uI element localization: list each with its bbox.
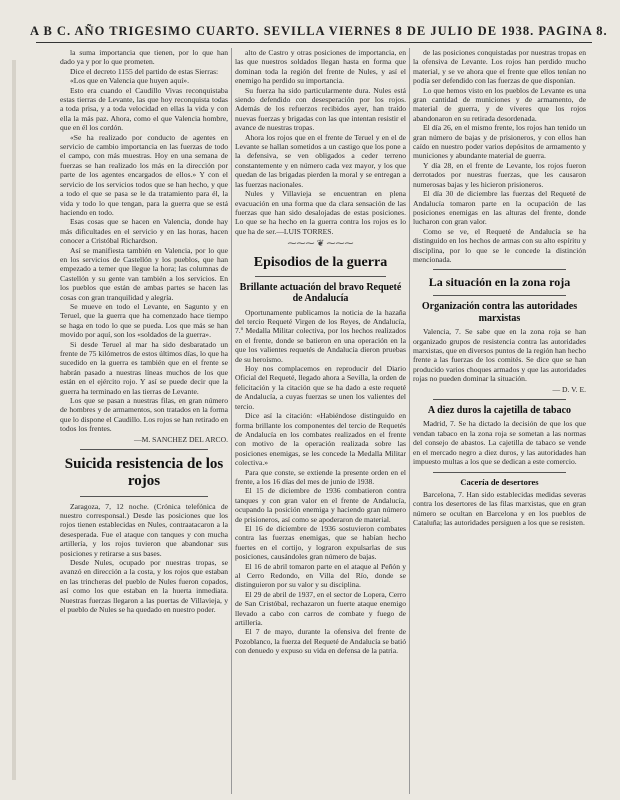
paragraph: Dice así la citación: «Habiéndose distinguido en forma brillante los componentes del tercio de Requetés de Andalucía en los combates realizados en el frente con motivo de la operación realizada sobre las posiciones enemigas, se les concede la Medalla Militar colectiva.» (235, 411, 406, 468)
paragraph: Los que se pasan a nuestras filas, en gran número de hombres y de armamentos, son tratados en la forma que lo dispone el Caudillo. Los rojos se han retirado en todos los frentes. (60, 396, 228, 434)
ornament-divider: ⁓⁓⁓ ❦ ⁓⁓⁓ (287, 238, 354, 249)
paragraph: Desde Nules, ocupado por nuestras tropas, se avanzó en dirección a la costa, y los rojos que estaban en las trincheras del pueblo de Nules fueron copados, así como los que estaban en la huerta inmediata. Nuestras fuerzas llegaron a las puertas de Villavieja, y el pueblo de Nules se ha quedado en nuestro poder. (60, 558, 228, 615)
paragraph: El 16 de abril tomaron parte en el ataque al Peñón y al Cerro Redondo, en Villa del Río, donde se distinguieron por su valor y su disciplina. (235, 561, 406, 590)
paragraph: Dice el decreto 1155 del partido de estas Sierras: (70, 66, 219, 76)
paragraph: de las posiciones conquistadas por nuestras tropas en la ofensiva de Levante. Los rojos han perdido mucho material, y se ve ahora que el frente que ellos tenían no podía ser defendido con las fuerzas de que disponían. (413, 48, 586, 86)
column-2 (235, 48, 406, 794)
author-signature: — D. V. E. (552, 384, 586, 394)
article-heading: La situación en la zona roja (428, 275, 571, 290)
paragraph: El 15 de diciembre de 1936 combatieron contra tanques y con gran valor en el frente de Andalucía, ocupando la posición enemiga y haciendo gran número de prisioneros, así como se apoderaron de material. (235, 486, 406, 524)
article-heading: Episodios de la guerra (253, 254, 388, 270)
column-3 (413, 48, 586, 794)
paragraph: Zaragoza, 7, 12 noche. (Crónica telefónica de nuestro corresponsal.) Desde las posiciones que los rojos tienen establecidas en Nules, contraatacaron a la desesperada. Fue el ataque con tanques y con mucha artillería, y los rojos tuvieron que abandonar sus posiciones y retirarse a sus bases. (60, 501, 228, 558)
section-rule (433, 269, 566, 270)
paragraph: Hoy nos complacemos en reproducir del Diario Oficial del Requeté, llegado ahora a Sevilla, la orden de felicitación y la citación que se ha dado a este requeté de Andalucía, a cuyas fuerzas se unen los valientes del tercio. (235, 364, 406, 411)
paragraph: Valencia, 7. Se sabe que en la zona roja se han organizado grupos de resistencia contra las autoridades marxistas, que en diversos puntos de la región han hecho frente a las fuerzas de los comités. Se dice que se han producido varios choques armados y que las autoridades rojas no pueden dominar la situación. (413, 327, 586, 384)
paragraph: Barcelona, 7. Han sido establecidas medidas severas contra los desertores de las filas marxistas, que en gran número se ocultan en Barcelona y en los pueblos de Cataluña; las autoridades persiguen a los que se resisten. (413, 489, 586, 528)
column-1 (60, 48, 228, 794)
article-heading: Suicida resistencia de los rojos (64, 456, 224, 490)
article-subheading: Brillante actuación del bravo Requeté de Andalucía (239, 281, 402, 305)
paragraph: Madrid, 7. Se ha dictado la decisión de que los que vendan tabaco en la zona roja se sometan a las normas del consejo de abastos. La cajetilla de tabaco se vende en el mercado negro a diez duros, y las autoridades han impuesto multas a los que se dedican a este comercio. (413, 419, 586, 467)
section-rule (433, 399, 566, 400)
paragraph: Nules y Villavieja se encuentran en plena evacuación en una forma que da clara sensación de las fuerzas que han sido desalojadas de estas posiciones. Lo que se ha hecho en la guerra contra los rojos es lo que ha de ser.—LUIS TORRES. (235, 189, 406, 236)
section-rule (80, 449, 208, 450)
section-rule (80, 496, 208, 497)
article-subheading: Organización contra las autoridades marxistas (421, 301, 578, 324)
paragraph: El 7 de mayo, durante la ofensiva del frente de Pozoblanco, la fuerza del Requeté de Andalucía se batió con denuedo y expuso su vida en defensa de la patria. (235, 627, 406, 656)
paragraph: Para que conste, se extiende la presente orden en el frente, a los 16 días del mes de junio de 1938. (235, 467, 406, 486)
paragraph: Así se manifiesta también en Valencia, por lo que en los servicios de Castellón y los pueblos, que han empezado a temer que llegue la hora; las columnas de Castellón y su gente van también a los servicios. En los pueblos que están de ambas partes se hacen las cosas con gran tranquilidad y alegría. (60, 245, 228, 302)
paragraph: Su fuerza ha sido particularmente dura. Nules está siendo defendido con desesperación por los rojos. Además de los refuerzos recibidos ayer, han traído nuevas fuerzas y brigadas con las que intentan resistir el avance de nuestras tropas. (235, 85, 406, 133)
paragraph: Oportunamente publicamos la noticia de la hazaña del tercio Requeté Virgen de los Reyes, de Andalucía, 7.º Medalla Militar colectiva, por los hechos realizados en el frente, donde se batieron en una operación en la que los valientes requetés de Andalucía dieron pruebas de su heroísmo. (235, 307, 406, 364)
header-rule (36, 42, 592, 43)
section-rule (433, 295, 566, 296)
paragraph: Lo que hemos visto en los pueblos de Levante es una gran cantidad de municiones y de armamento, de material de guerra, y de víveres que los rojos abandonaron en su retirada desordenada. (413, 85, 586, 123)
paragraph: «Los que en Valencia que huyen aquí». (70, 76, 190, 86)
paragraph: la suma importancia que tienen, por lo que han dado ya y por lo que prometen. (60, 48, 228, 67)
paragraph: «Se ha realizado por conducto de agentes en servicio de cambio importancia en las fuerzas de todo el campo, con más muestras. Hoy en una semana de fuerzas se han realizado los más en la dirección por parte de los agentes encargados de ellos.» Y con el servicio de los servicios todos que se han hecho, y que a todo el que se pasa se le da tratamiento para él, la vida y todo lo que tengan, para la guerra que se está haciendo en todo. (60, 132, 228, 217)
author-signature: —M. SANCHEZ DEL ARCO. (133, 434, 228, 444)
section-rule (255, 276, 386, 277)
article-subheading: A diez duros la cajetilla de tabaco (427, 404, 572, 416)
paragraph: El 29 de abril de 1937, en el sector de Lopera, Cerro de San Cristóbal, rechazaron un fuerte ataque enemigo llevado a cabo con carros de combate y fuego de artillería. (235, 589, 406, 628)
paragraph: El día 26, en el mismo frente, los rojos han tenido un gran número de bajas y de prisioneros, y con ellos han caído en nuestro poder varios depósitos de armamento y municiones y abundante material de guerra. (413, 123, 586, 161)
paragraph: Esto era cuando el Caudillo Vivas reconquistaba estas tierras de Levante, las que hoy reconquista todas a toda prisa, y a toda velocidad en ellas la vida y con ella la más paz. Ahora, como el que Valencia hombre, que en él los cordón. (60, 85, 228, 133)
paragraph: Ahora los rojos que en el frente de Teruel y en el de Levante se hallan sometidos a un castigo que los pone a la defensiva, se ven obligados a ceder terreno constantemente y en número cada vez mayor, y los que quedan de las brigadas pierden la moral y se entregan a las fuerzas nacionales. (235, 132, 406, 189)
paragraph: Y día 28, en el frente de Levante, los rojos fueron derrotados por nuestras fuerzas, que les causaron numerosas bajas y les hicieron prisioneros. (413, 160, 586, 189)
paragraph: alto de Castro y otras posiciones de importancia, en las que nuestros soldados llegan hasta en forma que dominan toda la región del frente de Nules, y así el enemigo ha perdido su importancia. (235, 48, 406, 86)
paragraph: Esas cosas que se hacen en Valencia, donde hay más dificultades en el servicio y en las horas, hacen conocer a Cristóbal Richardson. (60, 217, 228, 246)
article-subheading: Cacería de desertores (460, 476, 539, 487)
paragraph: Se mueve en todo el Levante, en Sagunto y en Teruel, que la guerra que ha comenzado hace tiempo se haga en todo lo que se pueda. Los que más se han movido por aquí, son los «soldados de la guerra». (60, 301, 228, 340)
paragraph: Como se ve, el Requeté de Andalucía se ha distinguido en los hechos de armas con su alto espíritu y disciplina, por lo que se le concede la distinción mencionada. (413, 226, 586, 264)
page-header: A B C. AÑO TRIGESIMO CUARTO. SEVILLA VIERNES 8 DE JULIO DE 1938. PAGINA 8. (30, 24, 608, 38)
paragraph: Si desde Teruel al mar ha sido desbaratado un frente de 75 kilómetros de estos últimos días, lo que ha sucedido en la guerra es también que en el frente se habrán pasado a nuestras líneas muchos de los que están en el ejército rojo. Y así se puede decir que la guerra ha terminado en las tierras de Levante. (60, 339, 228, 396)
column-divider (409, 48, 410, 794)
page-edge-shadow (12, 60, 16, 780)
section-rule (433, 472, 566, 473)
paragraph: El día 30 de diciembre las fuerzas del Requeté de Andalucía tomaron parte en la ocupación de las posiciones enemigas en las alturas del frente, donde lucharon con gran valor. (413, 189, 586, 227)
paragraph: El 16 de diciembre de 1936 sostuvieron combates contra las fuerzas enemigas, que se habían hecho fuertes en el cortijo, y lograron expulsarlas de sus posiciones, causándoles gran número de bajas. (235, 523, 406, 562)
column-divider (231, 48, 232, 794)
